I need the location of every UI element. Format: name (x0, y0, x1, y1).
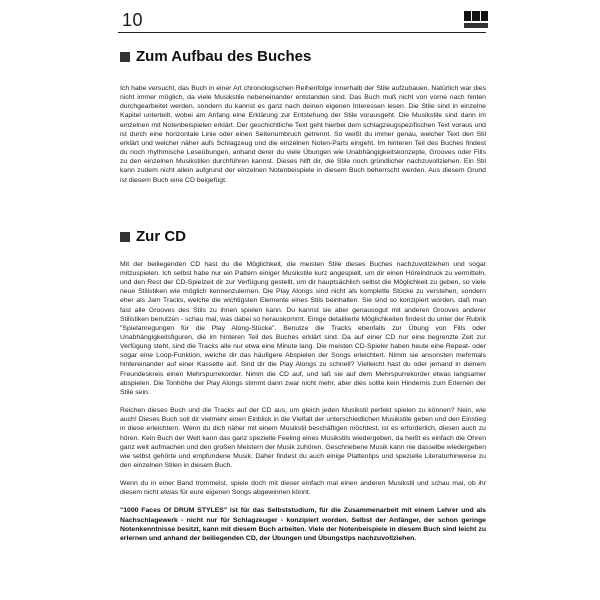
square-bullet-icon (120, 232, 130, 242)
paragraph-cd-2: Reichen dieses Buch und die Tracks auf der CD aus, um gleich jeden Musikstil perfekt spielen zu können? Nein, wie auch! Dieses Buch soll dir vielmehr einen Einblick in die Vielfalt der unterschiedlichen Musikstile geben und den Einstieg in diese erleichtern. Wenn du dich näher mit einem Musikstil beschäftigen möchtest, ist es erforderlich, diesen auch zu hören. Kein Buch der Welt kann das ganz spezielle Feeling eines Musikstils wiedergeben, da heißt es einfach die Ohren ganz weit aufmachen und den großen Meistern der Musik zuhören. Geschriebene Musik kann nie dasselbe wiedergeben wie selbst gehörte und empfundene Musik. Daher findest du auch einige Plattentips und spezielle Literaturhinweise zu den einzelnen Stilen in diesem Buch. (120, 407, 486, 469)
publisher-logo-icon (464, 11, 488, 29)
paragraph-cd-3: Wenn du in einer Band trommelst, spiele doch mit dieser einfach mal einen anderen Musikstil und schau mal, ob ihr diesem nicht etwas für eure eigenen Songs abgewinnen könnt. (120, 480, 486, 497)
paragraph-cd-1: Mit der beiliegenden CD hast du die Möglichkeit, die meisten Stile dieses Buches nachzuvollziehen und sogar mitzuspielen. Ich selbst habe nur ein Pattern einiger Musikstile kurz angespielt, um dir einen Höreindruck zu vermitteln, und den Rest der CD-Spielzeit dir zur Verfügung gestellt, um dir hauptsächlich selbst die Möglichkeit zu geben, so viele neue Stilistiken wie möglich kennenzulernen. Die Play Alongs sind nicht als komplette Stücke zu verstehen, sondern eher als Jam Tracks, welche die wichtigsten Elemente eines Stils beinhalten. Sie sind so konzipiert worden, daß man fast alle Grooves des Stils zu ihnen spielen kann. Du kannst sie aber genausogut mit anderen Grooves anderer Stilistiken benutzen - schau mal, was dabei so herauskommt. Einige detaillierte Möglichkeiten findest du unter der Rubrik "Spielanregungen für die Play Along-Stücke". Benutze die Tracks ebenfalls zur Übung von Fills oder Unabhängigkeitsfiguren, die im hinteren Teil des Buches erklärt sind. Da auf einer CD nur eine begrenzte Zeit zur Verfügung steht, sind die Tracks alle nur etwa eine Minute lang. Die meisten CD-Spieler haben heute eine Repeat- oder sogar eine Loop-Funktion, welche dir das häufigere Abspielen der Songs erleichtert. Nimm sie ansonsten mehrmals hintereinander auf einer Kassette auf. Sind dir die Play Alongs zu schnell? Vielleicht hast du oder jemand in deinem Freundeskreis einen Mehrspurrekorder. Nimm die CD auf, und laß sie auf dem Mehrspurrekorder etwas langsamer abspielen. Die Tonhöhe der Play Alongs stimmt dann zwar nicht mehr, aber dies sollte kein Hindernis zum Erlernen der Stile sein. (120, 260, 486, 396)
square-bullet-icon (120, 52, 130, 62)
header-rule (118, 32, 486, 33)
paragraph-cd-4: "1000 Faces Of DRUM STYLES" ist für das Selbststudium, für die Zusammenarbeit mit einem Lehrer und als Nachschlagewerk - nicht nur für Schlagzeuger - konzipiert worden. Selbst der Anfänger, der schon geringe Notenkenntnisse besitzt, kann mit diesem Buch arbeiten. Viele der Notenbeispiele in diesem Buch sind leicht zu erlernen und anhand der beiliegenden CD, der Übungen und Übungstips nachzuvollziehen. (120, 507, 486, 542)
section-heading-cd (120, 228, 486, 246)
page-number: 10 (122, 10, 144, 30)
paragraph-aufbau: Ich habe versucht, das Buch in einer Art chronologischen Reihenfolge innerhalb der Stile aufzubauen. Natürlich war dies nicht immer möglich, da viele Musikstile nebeneinander entstanden sind. Das Buch muß nicht von vorne nach hinten durchgearbeitet werden, sondern du kannst es ganz nach deinen eigenen Interessen lesen. Die Stile sind in einzelne Kapitel unterteilt, wobei am Anfang eine Erklärung zur Entstehung der Stile vorausgeht. Die Musikstile sind dann im einzelnen mit Notenbeispielen erklärt. Der geschichtliche Text geht hierbei dem schlagzeugspezifischen Text voraus und ist durch eine horizontale Linie oder einen Seitenumbruch getrennt. So weißt du immer genau, welcher Text den Stil erklärt und welcher näher aufs Schlagzeug und die einzelnen Noten-Parts eingeht. Im hinteren Teil des Buches findest du noch rhythmische Leseübungen, anhand derer du viele Übungen wie Unabhängigkeitskonzepte, Grooves oder Fills zu den einzelnen Musikstilen durchführen kannst. Dieses hilft dir, die Stile noch gründlicher nachzuvollziehen. Ein Stil kann zudem nicht allein aufgrund der einzelnen Notenbeispiele in diesem Buch beherrscht werden. Aus diesem Grund ist diesem Buch eine CD beigefügt. (120, 85, 486, 184)
section-heading-text: Zum Aufbau des Buches (136, 48, 312, 65)
page-content (120, 48, 486, 543)
section-heading-text: Zur CD (136, 227, 186, 245)
section-heading-aufbau (120, 48, 486, 66)
